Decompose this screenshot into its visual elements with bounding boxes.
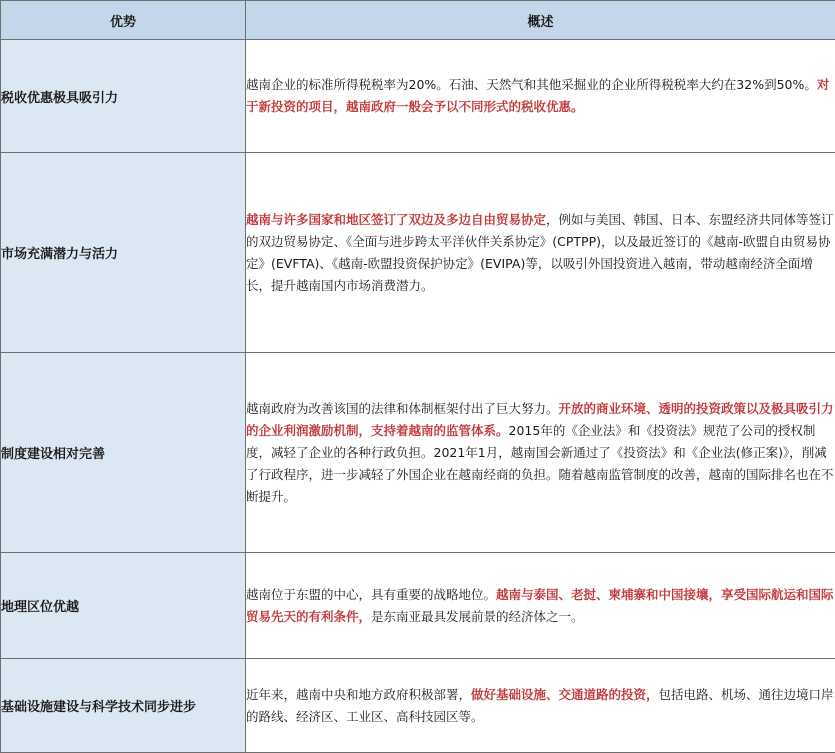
highlighted-text: 越南与许多国家和地区签订了双边及多边自由贸易协定 (246, 211, 547, 227)
row-description (246, 353, 835, 553)
header-advantage: 优势 (1, 1, 246, 40)
row-description (246, 553, 835, 659)
row-label: 基础设施建设与科学技术同步进步 (1, 659, 246, 753)
highlighted-text: 越南与泰国、老挝、柬埔寨和中国接壤，享受国际航运和国际贸易先天的有利条件， (246, 586, 834, 624)
description-text: 越南位于东盟的中心，具有重要的战略地位。 (246, 586, 497, 602)
description-text: 是东南亚最具发展前景的经济体之一。 (371, 608, 584, 624)
row-label: 地理区位优越 (1, 553, 246, 659)
description-text: 近年来，越南中央和地方政府积极部署， (246, 686, 472, 702)
description-text: ，例如与美国、韩国、日本、东盟经济共同体等签订的双边贸易协定、《全面与进步跨太平洋伙伴关系协定》(CPTPP)，以及最近签订的《越南-欧盟自由贸易协定》(EVFTA)、《越南-欧盟投资保护协定》(EVIPA)等，以吸引外国投资进入越南，带动越南经济全面增长，提升越南国内市场消费潜力。 (246, 211, 834, 293)
description-text: 2015年的《企业法》和《投资法》规范了公司的授权制度，减轻了企业的各种行政负担。2021年1月，越南国会新通过了《投资法》和《企业法(修正案)》，削减了行政程序，进一步减轻了外国企业在越南经商的负担。随着越南监管制度的改善，越南的国际排名也在不断提升。 (246, 422, 834, 504)
table-header-row (1, 1, 835, 40)
table-row (1, 553, 835, 659)
table-row (1, 659, 835, 753)
table-row (1, 153, 835, 353)
description-text: 越南企业的标准所得税税率为20%。石油、天然气和其他采掘业的企业所得税税率大约在32%到50%。 (246, 77, 817, 92)
row-label: 制度建设相对完善 (1, 353, 246, 553)
highlighted-text: 对于新投资的项目，越南政府一般会予以不同形式的税收优惠。 (246, 77, 830, 114)
table-row (1, 40, 835, 153)
row-description (246, 153, 835, 353)
row-description (246, 40, 835, 153)
row-description (246, 659, 835, 753)
row-label: 税收优惠极具吸引力 (1, 40, 246, 153)
header-overview: 概述 (246, 1, 835, 40)
table-row (1, 353, 835, 553)
highlighted-text: 开放的商业环境、透明的投资政策以及极具吸引力的企业利润激励机制，支持着越南的监管体系。 (246, 400, 834, 438)
highlighted-text: 做好基础设施、交通道路的投资， (471, 686, 659, 702)
row-label: 市场充满潜力与活力 (1, 153, 246, 353)
description-text: 包括电路、机场、通往边境口岸的路线、经济区、工业区、高科技园区等。 (246, 686, 834, 724)
description-text: 越南政府为改善该国的法律和体制框架付出了巨大努力。 (246, 400, 559, 416)
